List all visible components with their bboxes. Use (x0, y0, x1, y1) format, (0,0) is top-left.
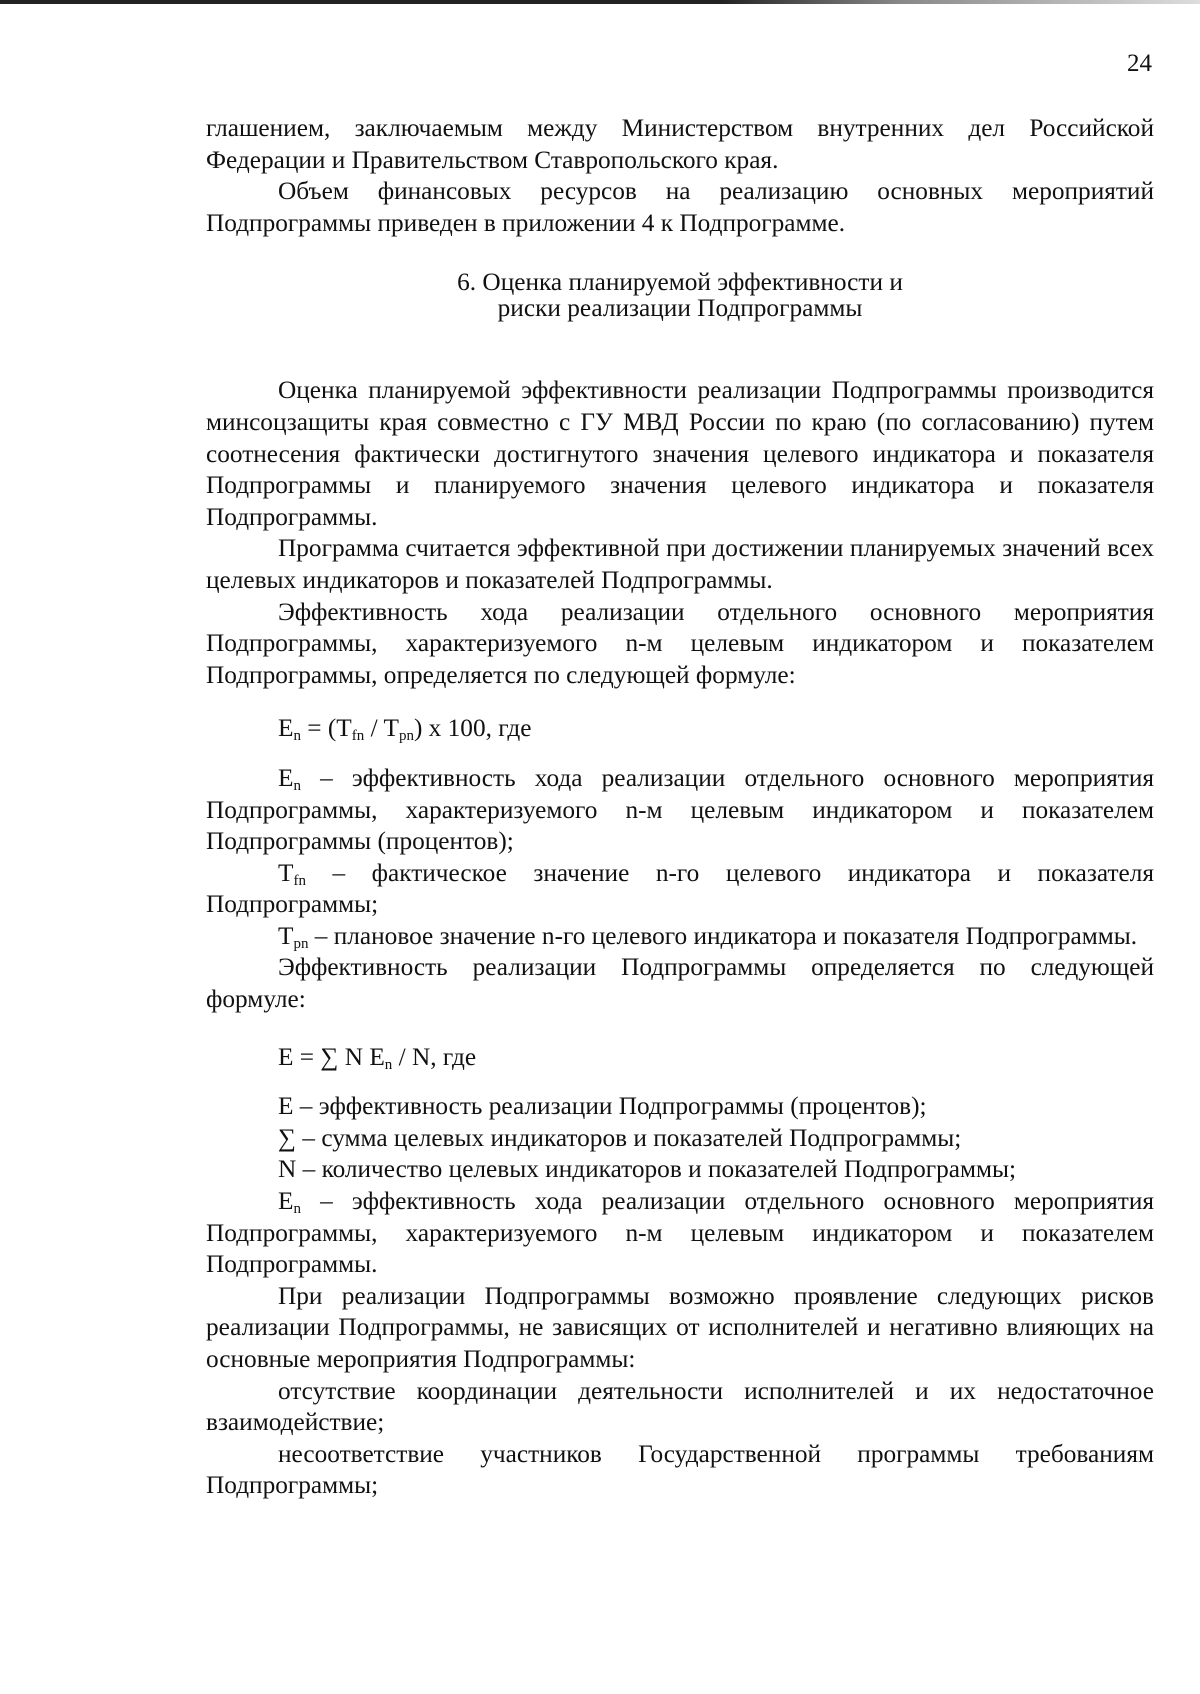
definition-en-2-subscript: n (293, 1201, 301, 1218)
paragraph-risks-intro: При реализации Подпрограммы возможно проявление следующих рисков реализации Подпрограммы, не зависящих от исполнителей и негативно влияющих на основные мероприятия Подпрограммы: (206, 1281, 1154, 1373)
formula-en-subscript-fn: fn (351, 728, 365, 745)
formula-e-part-a: E = ∑ N E (278, 1042, 385, 1071)
paragraph-continuation: глашением, заключаемым между Министерством внутренних дел Российской Федерации и Правительством Ставропольского края. (206, 114, 1154, 174)
paragraph-evaluation: Оценка планируемой эффективности реализации Подпрограммы производится минсоцзащиты края совместно с ГУ МВД России по краю (по согласованию) путем соотнесения фактически достигнутого значения целевого индикатора и показателя Подпрограммы и планируемого значения целевого индикатора и показателя Подпрограммы. (206, 376, 1154, 531)
formula-en-part-b: = (T (300, 714, 352, 743)
formula-en-subscript: n (293, 728, 301, 745)
definition-en-2-symbol: E (278, 1187, 294, 1216)
definition-e: E – эффективность реализации Подпрограммы (процентов); (278, 1092, 927, 1121)
formula-e-subscript: n (384, 1056, 393, 1073)
definition-en (206, 763, 1154, 858)
formula-en-part-d: ) х 100, где (413, 714, 532, 743)
definition-en-text: – эффективность хода реализации отдельного основного мероприятия Подпрограммы, характеризуемого n-м целевым индикатором и показателем Подпрограммы (процентов); (206, 763, 1154, 856)
document-body (206, 113, 1154, 1502)
scan-top-border (0, 0, 1200, 4)
definition-en-symbol: E (278, 763, 294, 792)
page-number: 24 (1127, 50, 1152, 77)
risk-item-coordination: отсутствие координации деятельности исполнителей и их недостаточное взаимодействие; (206, 1376, 1154, 1437)
definition-tpn-text: – плановое значение n-го целевого индикатора и показателя Подпрограммы. (308, 921, 1138, 950)
paragraph-financial-resources: Объем финансовых ресурсов на реализацию основных мероприятий Подпрограммы приведен в приложении 4 к Подпрограмме. (206, 177, 1154, 237)
definition-tfn-symbol: T (278, 858, 294, 887)
definition-tpn (206, 921, 1154, 953)
definition-tpn-subscript: pn (293, 935, 309, 952)
paragraph-efficiency-measure: Эффективность хода реализации отдельного основного мероприятия Подпрограммы, характеризуемого n-м целевым индикатором и показателем Подпрограммы, определяется по следующей формуле: (206, 597, 1154, 689)
paragraph-program-effective: Программа считается эффективной при достижении планируемых значений всех целевых индикаторов и показателей Подпрограммы. (206, 534, 1154, 594)
risk-item-noncompliance: несоответствие участников Государственной программы требованиям Подпрограммы; (206, 1439, 1154, 1500)
formula-en-subscript-pn: pn (398, 728, 414, 745)
definition-tfn-subscript: fn (293, 872, 306, 889)
formula-en (206, 713, 1154, 745)
definition-en-2-text: – эффективность хода реализации отдельного основного мероприятия Подпрограммы, характеризуемого n-м целевым индикатором и показателем Подпрограммы. (206, 1187, 1154, 1279)
paragraph-program-efficiency: Эффективность реализации Подпрограммы определяется по следующей формуле: (206, 953, 1154, 1014)
definition-tfn-text: – фактическое значение n-го целевого индикатора и показателя Подпрограммы; (206, 858, 1154, 919)
definition-tfn (206, 858, 1154, 921)
formula-e-part-b: / N, где (392, 1042, 477, 1071)
definition-en-subscript: n (293, 777, 301, 794)
section-heading-line-2: риски реализации Подпрограммы (497, 294, 863, 323)
definition-n: N – количество целевых индикаторов и показателей Подпрограммы; (278, 1155, 1017, 1184)
definition-sum: ∑ – сумма целевых индикаторов и показателей Подпрограммы; (278, 1123, 962, 1152)
section-heading-line-1: 6. Оценка планируемой эффективности и (457, 268, 903, 297)
formula-e (206, 1042, 1154, 1074)
section-heading (206, 269, 1154, 321)
definition-en-2 (206, 1186, 1154, 1281)
formula-en-part-c: / T (364, 714, 399, 743)
definition-tpn-symbol: T (278, 921, 294, 950)
formula-en-symbol: E (278, 714, 294, 743)
